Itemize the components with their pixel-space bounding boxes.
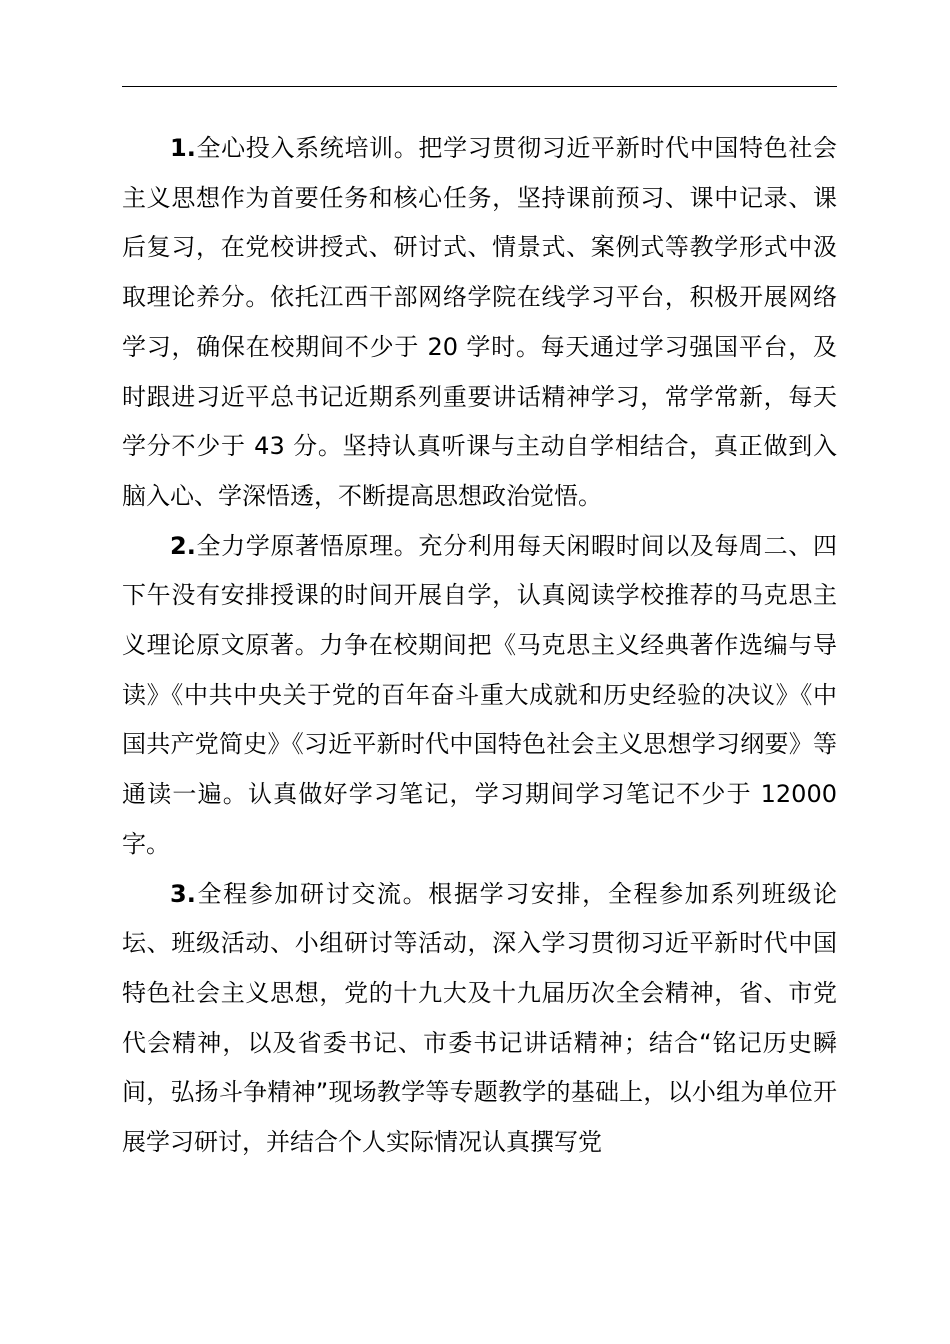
- paragraph-1-number: 1.: [170, 134, 196, 162]
- paragraph-3: [122, 870, 837, 1168]
- paragraph-3-text: 全程参加研讨交流。根据学习安排，全程参加系列班级论坛、班级活动、小组研讨等活动，深入学习贯彻习近平新时代中国特色社会主义思想，党的十九大及十九届历次全会精神，省、市党代会精神，以及省委书记、市委书记讲话精神；结合“铭记历史瞬间，弘扬斗争精神”现场教学等专题教学的基础上，以小组为单位开展学习研讨，并结合个人实际情况认真撰写党: [122, 879, 837, 1157]
- paragraph-2-text: 全力学原著悟原理。充分利用每天闲暇时间以及每周二、四下午没有安排授课的时间开展自学，认真阅读学校推荐的马克思主义理论原文原著。力争在校期间把《马克思主义经典著作选编与导读》《中共中央关于党的百年奋斗重大成就和历史经验的决议》《中国共产党简史》《习近平新时代中国特色社会主义思想学习纲要》等通读一遍。认真做好学习笔记，学习期间学习笔记不少于 12000 字。: [122, 531, 837, 858]
- paragraph-1-text: 全心投入系统培训。把学习贯彻习近平新时代中国特色社会主义思想作为首要任务和核心任务，坚持课前预习、课中记录、课后复习，在党校讲授式、研讨式、情景式、案例式等教学形式中汲取理论养分。依托江西干部网络学院在线学习平台，积极开展网络学习，确保在校期间不少于 20 学时。每天通过学习强国平台，及时跟进习近平总书记近期系列重要讲话精神学习，常学常新，每天学分不少于 43 分。坚持认真听课与主动自学相结合，真正做到入脑入心、学深悟透，不断提高思想政治觉悟。: [122, 134, 837, 510]
- header-rule: [122, 86, 837, 87]
- paragraph-2-number: 2.: [170, 531, 196, 560]
- paragraph-1: [122, 124, 837, 522]
- paragraph-3-number: 3.: [170, 879, 196, 908]
- paragraph-2: [122, 522, 837, 870]
- document-body: [122, 124, 837, 1168]
